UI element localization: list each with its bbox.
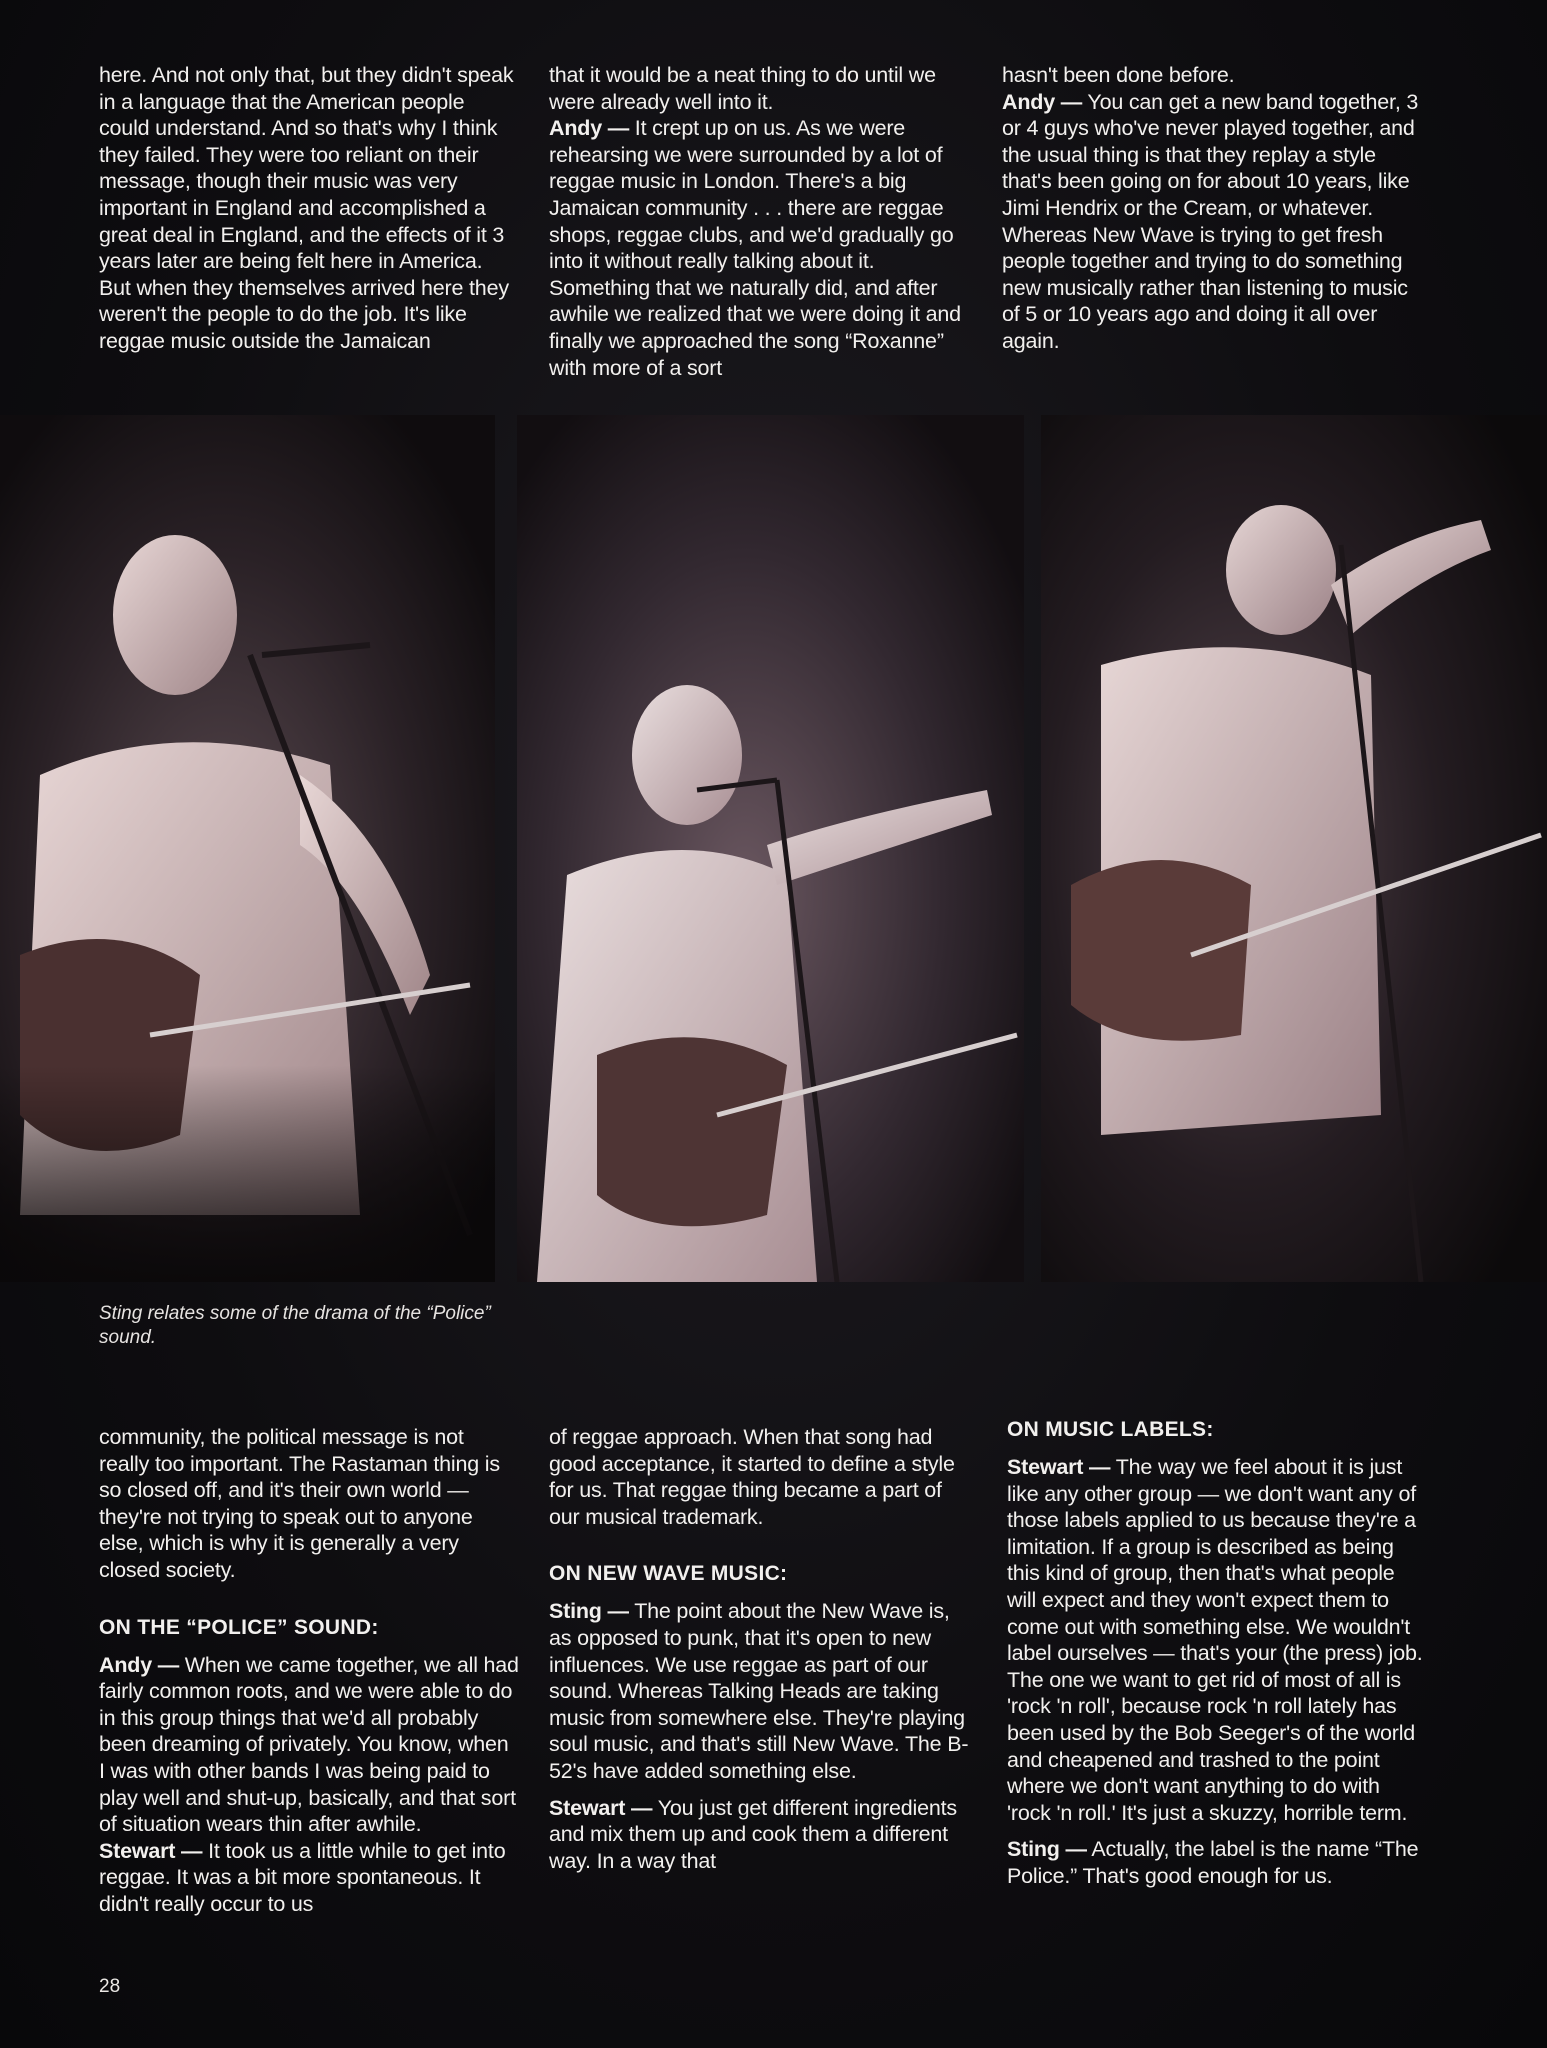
photo-illustration	[1041, 415, 1547, 1282]
photo-illustration	[0, 415, 495, 1282]
concert-photo-1	[0, 415, 495, 1282]
paragraph-text: You can get a new band together, 3 or 4 guys who've never played together, and the usual thing is that they replay a style that's been going on for about 10 years, like Jimi Hendrix or the Cream, or whatever. Whereas New Wave is trying to get fresh people together and trying to do something new musically rather than listening to music of 5 or 10 years ago and doing it all over again.	[1002, 89, 1419, 353]
photo-caption: Sting relates some of the drama of the “Police” sound.	[99, 1303, 491, 1348]
paragraph	[1007, 1454, 1427, 1826]
speaker-label: Stewart —	[1007, 1455, 1111, 1479]
speaker-label: Andy —	[99, 1652, 180, 1677]
paragraph	[549, 115, 969, 381]
paragraph	[99, 1838, 519, 1918]
section-heading: ON NEW WAVE MUSIC:	[549, 1562, 788, 1586]
top-column-1	[99, 62, 519, 355]
photo-illustration	[517, 415, 1024, 1282]
paragraph-text: here. And not only that, but they didn't speak in a language that the American people could understand. And so that's why I think they failed. They were too reliant on their message, though their music was very important in England and accomplished a great deal in England, and the effects of it 3 years later are being felt here in America. But when they themselves arrived here they weren't the people to do the job. It's like reggae music outside the Jamaican	[99, 63, 514, 353]
paragraph-text: It took us a little while to get into reggae. It was a bit more spontaneous. It didn't really occur to us	[99, 1838, 506, 1916]
paragraph	[1002, 62, 1422, 89]
paragraph-intro: community, the political message is not really too important. The Rastaman thing is so closed off, and it's their own world — they're not trying to speak out to anyone else, which is why it is generally a very closed society.	[99, 1425, 500, 1582]
page-number: 28	[99, 1976, 121, 1997]
top-column-3	[1002, 62, 1422, 355]
speaker-label: Sting —	[549, 1599, 629, 1624]
concert-photo-2	[517, 415, 1024, 1282]
paragraph	[1007, 1836, 1427, 1889]
paragraph-text: You just get different ingredients and mix them up and cook them a different way. In a way that	[549, 1795, 957, 1873]
speaker-label: Andy —	[549, 116, 630, 141]
concert-photo-3	[1041, 415, 1547, 1282]
paragraph-text: that it would be a neat thing to do until we were already well into it.	[549, 63, 936, 114]
paragraph	[99, 62, 519, 355]
top-column-2	[549, 62, 969, 381]
paragraph	[549, 1795, 969, 1875]
paragraph-intro: of reggae approach. When that song had good acceptance, it started to define a style for us. That reggae thing became a part of our musical trademark.	[549, 1425, 955, 1529]
paragraph	[549, 62, 969, 115]
paragraph-text: The point about the New Wave is, as opposed to punk, that it's open to new influences. We use reggae as part of our sound. Whereas Talking Heads are taking music from somewhere else. They're playing soul music, and that's still New Wave. The B-52's have added something else.	[549, 1599, 969, 1783]
bottom-column-1	[99, 1424, 519, 1918]
paragraph-text: hasn't been done before.	[1002, 63, 1235, 87]
section-heading: ON THE “POLICE” SOUND:	[99, 1615, 379, 1639]
section-heading: ON MUSIC LABELS:	[1007, 1418, 1214, 1441]
paragraph-text: It crept up on us. As we were rehearsing we were surrounded by a lot of reggae music in London. There's a big Jamaican community . . . there are reggae shops, reggae clubs, and we'd gradually go into it without really talking about it. Something that we naturally did, and after awhile we realized that we were doing it and finally we approached the song “Roxanne” with more of a sort	[549, 116, 961, 380]
speaker-label: Stewart —	[99, 1838, 203, 1863]
paragraph	[1002, 89, 1422, 355]
paragraph-text: Actually, the label is the name “The Police.” That's good enough for us.	[1007, 1837, 1419, 1888]
paragraph-text: The way we feel about it is just like any other group — we don't want any of those labels applied to us because they're a limitation. If a group is described as being this kind of group, then that's what people will expect and they won't expect them to come out with something else. We wouldn't label ourselves — that's your (the press) job. The one we want to get rid of most of all is 'rock 'n roll', because rock 'n roll lately has been used by the Bob Seeger's of the world and cheapened and trashed to the point where we don't want anything to do with 'rock 'n roll.' It's just a skuzzy, horrible term.	[1007, 1455, 1423, 1825]
bottom-column-3	[1007, 1418, 1427, 1890]
paragraph	[549, 1598, 969, 1784]
paragraph	[99, 1652, 519, 1838]
speaker-label: Sting —	[1007, 1837, 1087, 1862]
speaker-label: Stewart —	[549, 1795, 653, 1820]
paragraph-text: When we came together, we all had fairly common roots, and we were able to do in this group things that we'd all probably been dreaming of privately. You know, when I was with other bands I was being paid to play well and shut-up, basically, and that sort of situation wears thin after awhile.	[99, 1652, 519, 1837]
speaker-label: Andy —	[1002, 89, 1083, 114]
bottom-column-2	[549, 1424, 969, 1874]
